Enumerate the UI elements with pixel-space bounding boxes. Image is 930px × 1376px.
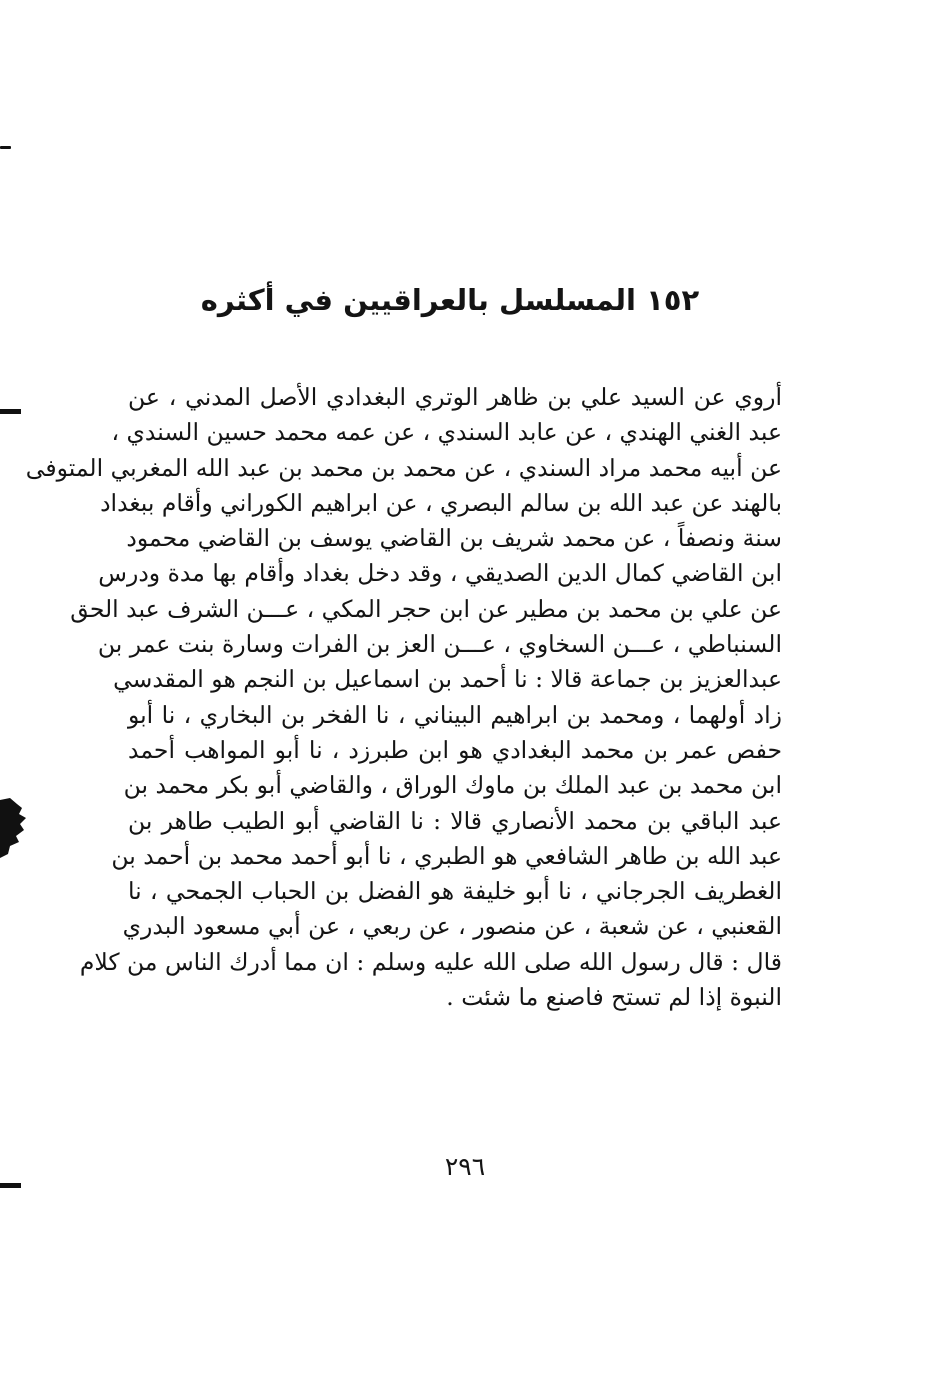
section-heading: ١٥٢ المسلسل بالعراقيين في أكثره [200,283,700,317]
text-line: بالهند عن عبد الله بن سالم البصري ، عن ابراهيم الكوراني وأقام ببغداد [100,488,782,517]
text-line: أروي عن السيد علي بن ظاهر الوتري البغدادي الأصل المدني ، عن [128,383,782,411]
text-line: زاد أولهما ، ومحمد بن ابراهيم البيناني ، نا الفخر بن البخاري ، نا أبو [128,700,782,729]
text-line: عبدالعزيز بن جماعة قالا : نا أحمد بن اسماعيل بن النجم هو المقدسي [113,665,782,694]
text-line: ابن محمد بن عبد الملك بن ماوك الوراق ، والقاضي أبو بكر محمد بن [123,771,782,800]
text-line: عبد الغني الهندي ، عن عابد السندي ، عن عمه محمد حسين السندي ، [111,418,782,447]
margin-ink-blot [0,796,28,858]
text-line: حفص عمر بن محمد البغدادي هو ابن طبرزد ، نا أبو المواهب أحمد [128,735,782,764]
text-line: عن أبيه محمد مراد السندي ، عن محمد بن محمد بن عبد الله المغربي المتوفى [25,453,782,482]
text-line: عن علي بن محمد بن مطير عن ابن حجر المكي ، عـــن الشرف عبد الحق [70,594,782,623]
text-line: الغطريف الجرجاني ، نا أبو خليفة هو الفضل بن الحباب الجمحي ، نا [128,877,782,906]
text-line: النبوة إذا لم تستح فاصنع ما شئت . [446,983,782,1012]
text-line: القعنبي ، عن شعبة ، عن منصور ، عن ربعي ، عن أبي مسعود البدري [122,912,782,941]
margin-scan-mark [0,146,11,149]
text-line: عبد الباقي بن محمد الأنصاري قالا : نا القاضي أبو الطيب طاهر بن [128,806,782,835]
text-line: عبد الله بن طاهر الشافعي هو الطبري ، نا أبو أحمد محمد بن أحمد بن [111,841,782,870]
text-line: ابن القاضي كمال الدين الصديقي ، وقد دخل بغداد وأقام بها مدة ودرس [98,559,782,588]
page-number: ٢٩٦ [444,1152,486,1181]
text-line: سنة ونصفاً ، عن محمد شريف بن القاضي يوسف بن القاضي محمود [126,524,782,553]
margin-scan-rule [0,409,21,414]
text-line: السنباطي ، عـــن السخاوي ، عـــن العز بن الفرات وسارة بنت عمر بن [97,630,782,659]
margin-scan-rule [0,1183,21,1188]
text-line: قال : قال رسول الله صلى الله عليه وسلم : ان مما أدرك الناس من كلام [79,947,782,976]
body-text [25,380,782,1015]
